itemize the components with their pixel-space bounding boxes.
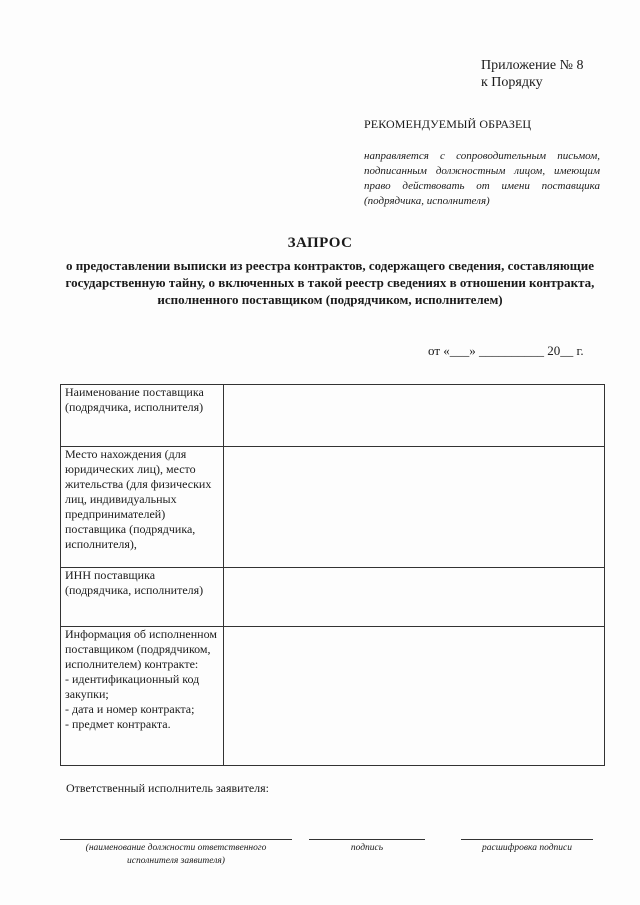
cover-letter-note: направляется с сопроводительным письмом, подписанным должностным лицом, имеющим право действовать от имени поставщика (подрядчика, исполнителя) <box>364 150 600 207</box>
table-row <box>61 568 605 627</box>
table-row <box>61 385 605 447</box>
appendix-reference <box>481 57 584 91</box>
supplier-location-label: Место нахождения (для юридических лиц), место жительства (для физических лиц, индивидуальных предпринимателей) поставщика (подрядчика, исполнителя), <box>61 447 224 568</box>
position-signature-line[interactable] <box>60 839 292 840</box>
supplier-inn-field[interactable] <box>224 568 605 627</box>
contract-info-field[interactable] <box>224 627 605 766</box>
appendix-number: Приложение № 8 <box>481 58 584 73</box>
table-row <box>61 627 605 766</box>
request-date-line: от «___» __________ 20__ г. <box>428 343 584 358</box>
decoding-signature-line[interactable] <box>461 839 593 840</box>
responsible-executor-label: Ответственный исполнитель заявителя: <box>66 781 270 795</box>
recommended-sample-label: РЕКОМЕНДУЕМЫЙ ОБРАЗЕЦ <box>364 117 532 131</box>
request-form-table <box>60 384 605 766</box>
document-title: ЗАПРОС <box>287 235 353 251</box>
supplier-inn-label: ИНН поставщика (подрядчика, исполнителя) <box>61 568 224 627</box>
contract-info-label: Информация об исполненном поставщиком (подрядчиком, исполнителем) контракте: - идентификационный код закупки; - дата и номер контракта; - предмет контракта. <box>61 627 224 766</box>
decoding-caption: расшифровка подписи <box>482 843 572 853</box>
supplier-location-field[interactable] <box>224 447 605 568</box>
signature-caption: подпись <box>350 843 384 853</box>
supplier-name-field[interactable] <box>224 385 605 447</box>
appendix-order-ref: к Порядку <box>481 75 543 90</box>
table-row <box>61 447 605 568</box>
position-caption: (наименование должности ответственного исполнителя заявителя) <box>85 843 267 866</box>
document-subtitle: о предоставлении выписки из реестра контрактов, содержащего сведения, составляющие государственную тайну, о включенных в такой реестр сведениях в отношении контракта, исполненного поставщиком (подрядчиком, исполнителем) <box>65 258 595 307</box>
signature-line[interactable] <box>309 839 425 840</box>
supplier-name-label: Наименование поставщика (подрядчика, исполнителя) <box>61 385 224 447</box>
